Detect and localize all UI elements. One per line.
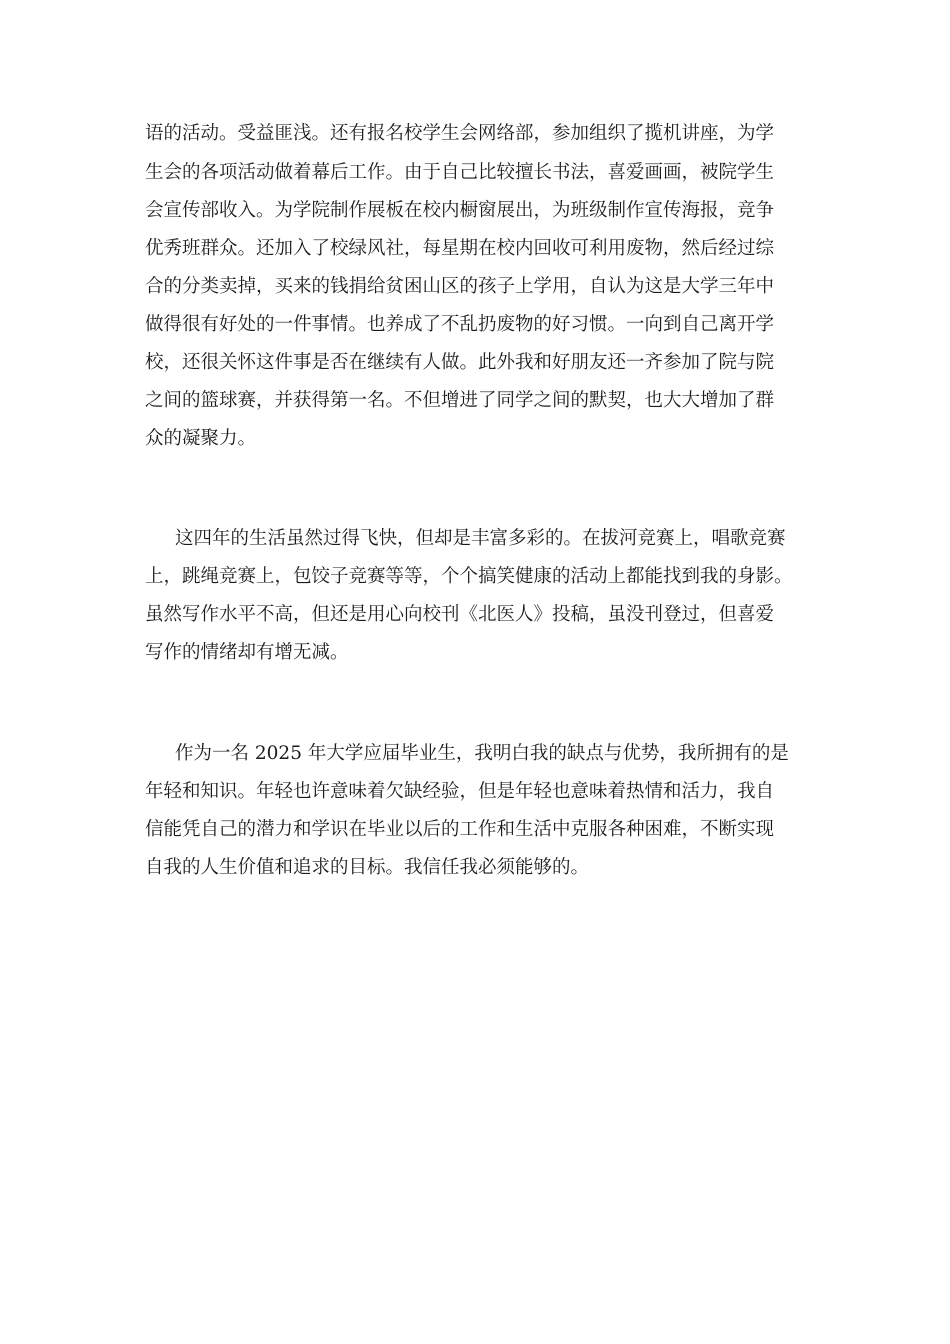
text-line: 会宣传部收入。为学院制作展板在校内橱窗展出，为班级制作宣传海报，竞争 xyxy=(145,200,775,221)
text-line: 之间的篮球赛，并获得第一名。不但增进了同学之间的默契，也大大增加了群 xyxy=(145,390,775,411)
text-line: 作为一名 2025 年大学应届毕业生，我明白我的缺点与优势，我所拥有的是 xyxy=(175,743,789,764)
text-line: 写作的情绪却有增无减。 xyxy=(145,642,349,663)
text-line: 这四年的生活虽然过得飞快，但却是丰富多彩的。在拔河竞赛上，唱歌竞赛 xyxy=(175,528,786,549)
text-line: 生会的各项活动做着幕后工作。由于自己比较擅长书法，喜爱画画，被院学生 xyxy=(145,162,775,183)
text-line: 语的活动。受益匪浅。还有报名校学生会网络部，参加组织了揽机讲座，为学 xyxy=(145,123,775,144)
text-line: 做得很有好处的一件事情。也养成了不乱扔废物的好习惯。一向到自己离开学 xyxy=(145,314,775,335)
text-line: 上，跳绳竞赛上，包饺子竞赛等等，个个搞笑健康的活动上都能找到我的身影。 xyxy=(145,566,793,587)
text-line: 校，还很关怀这件事是否在继续有人做。此外我和好朋友还一齐参加了院与院 xyxy=(145,352,775,373)
text-line: 信能凭自己的潜力和学识在毕业以后的工作和生活中克服各种困难，不断实现 xyxy=(145,819,775,840)
text-line: 虽然写作水平不高，但还是用心向校刊《北医人》投稿，虽没刊登过，但喜爱 xyxy=(145,604,775,625)
text-line: 合的分类卖掉，买来的钱捐给贫困山区的孩子上学用，自认为这是大学三年中 xyxy=(145,276,775,297)
text-line: 年轻和知识。年轻也许意味着欠缺经验，但是年轻也意味着热情和活力，我自 xyxy=(145,781,775,802)
text-line: 自我的人生价值和追求的目标。我信任我必须能够的。 xyxy=(145,857,590,878)
text-line: 优秀班群众。还加入了校绿风社，每星期在校内回收可利用废物，然后经过综 xyxy=(145,238,775,259)
text-line: 众的凝聚力。 xyxy=(145,428,257,449)
